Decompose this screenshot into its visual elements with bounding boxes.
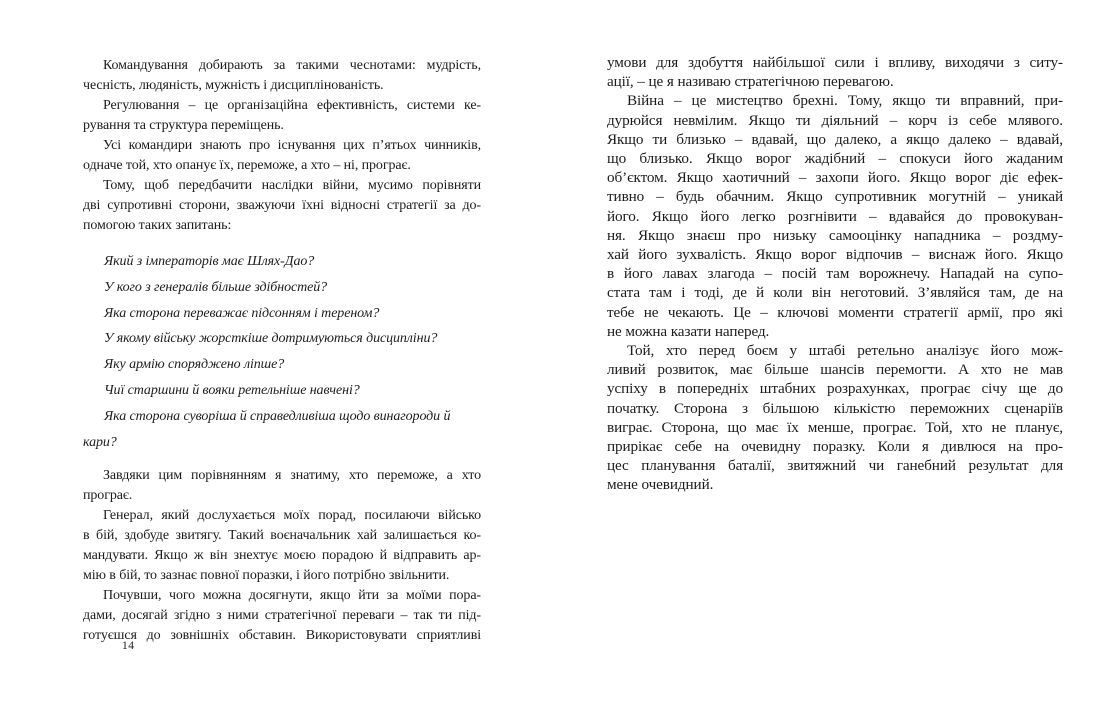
paragraph bbox=[607, 53, 1063, 91]
question-line: У кого з генералів більше здібностей? bbox=[104, 279, 328, 295]
text-line: чесність, людяність, мужність і дисциплінованість. bbox=[83, 78, 384, 93]
text-line: дурюйся невмілим. Якщо ти діяльний – корч із себе млявого. bbox=[607, 111, 1063, 129]
page-number: 14 bbox=[122, 640, 135, 652]
question-list bbox=[83, 249, 481, 455]
text-line: Командування добирають за такими чеснотами: мудрість, bbox=[103, 58, 481, 73]
text-line: прирікає себе на очевидну поразку. Коли я дивлюся на про- bbox=[607, 438, 1063, 456]
paragraph bbox=[607, 341, 1063, 495]
question-line: У якому війську жорсткіше дотримуються дисципліни? bbox=[104, 331, 438, 347]
text-line: Усі командири знають про існування цих п’ятьох чинників, bbox=[103, 138, 481, 153]
paragraph bbox=[83, 96, 481, 136]
text-line: в його лавах злагода – посій там ворожнечу. Нападай на супо- bbox=[607, 265, 1063, 283]
text-line: ації, – це я називаю стратегічною перевагою. bbox=[607, 73, 894, 91]
text-line: ливий розвиток, має більше шансів перемогти. А хто не мав bbox=[607, 361, 1063, 379]
text-line: рування та структура переміщень. bbox=[83, 118, 284, 133]
text-line: умови для здобуття найбільшої сили і впливу, виходячи з ситу- bbox=[607, 54, 1063, 71]
text-line: мандувати. Якщо ж він знехтує моєю порадою й відправить ар- bbox=[83, 548, 481, 564]
text-line: Регулювання – це організаційна ефективність, системи ке- bbox=[103, 98, 481, 113]
text-line: в бій, здобуде звитягу. Такий воєначальник хай залишається ко- bbox=[83, 528, 481, 544]
text-line: одначе той, хто опанує їх, переможе, а хто – ні, програє. bbox=[83, 158, 411, 173]
text-line: Якщо ти близько – вдавай, що далеко, а якщо далеко – вдавай, bbox=[607, 130, 1063, 148]
text-line: помогою таких запитань: bbox=[83, 218, 232, 233]
text-line: ня. Якщо знаєш про низьку самооцінку нападника – роздму- bbox=[607, 226, 1063, 244]
text-line: дами, досягай згідно з ними стратегічної переваги – так ти під- bbox=[83, 608, 481, 624]
question-line: Який з імператорів має Шлях-Дао? bbox=[104, 254, 315, 269]
text-line: Той, хто перед боєм у штабі ретельно аналізує його мож- bbox=[627, 342, 1063, 360]
text-line: мію в бій, то зазнає повної поразки, і його потрібно звільнити. bbox=[83, 568, 450, 584]
text-line: що близько. Якщо ворог жадібний – спокуси його жаданим bbox=[607, 150, 1063, 168]
text-line: цес планування баталії, звитяжний чи ганебний результат для bbox=[607, 457, 1063, 475]
text-line: об’єктом. Якщо хаотичний – захопи його. Якщо ворог діє ефек- bbox=[607, 169, 1063, 187]
text-line: початку. Сторона з більшою кількістю переможних сценаріїв bbox=[607, 399, 1063, 417]
paragraph bbox=[83, 466, 481, 506]
text-line: Завдяки цим порівнянням я знатиму, хто переможе, а хто bbox=[103, 468, 481, 484]
text-line: його. Якщо його легко розгнівити – вдавайся до провокуван- bbox=[607, 207, 1063, 225]
paragraph bbox=[607, 91, 1063, 341]
paragraph bbox=[83, 56, 481, 96]
question-line: Яку армію споряджено ліпше? bbox=[104, 357, 285, 373]
left-page bbox=[83, 56, 481, 646]
text-line: Генерал, який дослухається моїх порад, посилаючи військо bbox=[103, 508, 481, 524]
text-line: Тому, щоб передбачити наслідки війни, мусимо порівняти bbox=[103, 178, 481, 193]
text-line: тивно – будь обачним. Якщо супротивник могутній – уникай bbox=[607, 188, 1063, 206]
text-line: мене очевидний. bbox=[607, 476, 714, 494]
paragraph bbox=[83, 176, 481, 236]
text-line: тебе не чекають. Це – ключові моменти стратегії армії, про які bbox=[607, 303, 1063, 321]
paragraph bbox=[83, 506, 481, 586]
text-line: стата там і тоді, де й коли він неготовий. З’являйся там, де на bbox=[607, 284, 1063, 302]
text-line: успіху в попередніх штабних розрахунках, програє січу ще до bbox=[607, 380, 1063, 398]
text-line: Війна – це мистецтво брехні. Тому, якщо ти вправний, при- bbox=[627, 92, 1063, 110]
text-line: готуєшся до зовнішніх обставин. Використовувати сприятливі bbox=[83, 628, 481, 644]
text-line: програє. bbox=[83, 488, 133, 504]
paragraph bbox=[83, 586, 481, 646]
text-line: виграє. Сторона, що має їх менше, програє. Той, хто не планує, bbox=[607, 418, 1063, 436]
question-line: Яка сторона суворіша й справедливіша щодо винагороди й кари? bbox=[83, 408, 451, 450]
paragraph bbox=[83, 136, 481, 176]
text-line: дві супротивні сторони, зважуючи їхні відносні стратегії за до- bbox=[83, 198, 481, 213]
question-line: Яка сторона переважає підсонням і тереном? bbox=[104, 305, 380, 321]
text-line: хай його зухвалість. Якщо ворог відпочив – виснаж його. Якщо bbox=[607, 246, 1063, 264]
question-line: Чиї старшини й вояки ретельніше навчені? bbox=[104, 382, 360, 398]
right-page bbox=[607, 53, 1063, 495]
text-line: Почувши, чого можна досягнути, якщо йти за моїми пора- bbox=[103, 588, 481, 604]
text-line: не можна казати наперед. bbox=[607, 322, 770, 340]
